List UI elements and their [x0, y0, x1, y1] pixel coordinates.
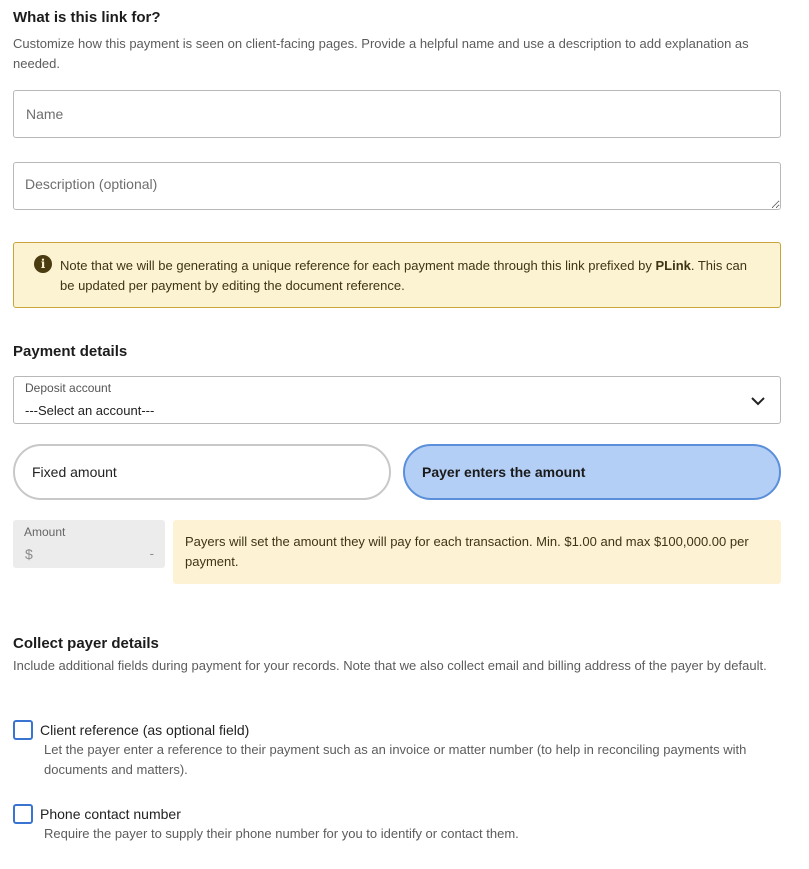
link-section-description: Customize how this payment is seen on client-facing pages. Provide a helpful name and use a description to add explanation as needed. — [13, 36, 749, 71]
currency-symbol: $ — [25, 546, 33, 562]
deposit-account-select[interactable] — [13, 376, 781, 424]
amount-label: Amount — [24, 525, 66, 539]
info-icon: i — [34, 255, 52, 273]
notice-text: Note that we will be generating a unique reference for each payment made through this link prefixed by PLink. This can be updated per payment by editing the document reference. — [60, 258, 747, 293]
chevron-down-icon — [750, 393, 766, 409]
payment-details-title: Payment details — [13, 343, 128, 360]
payer-amount-info-text: Payers will set the amount they will pay for each transaction. Min. $1.00 and max $100,000.00 per payment. — [185, 534, 749, 569]
name-input[interactable] — [13, 90, 781, 138]
client-reference-label[interactable]: Client reference (as optional field) — [40, 722, 250, 738]
payer-enters-amount-option[interactable]: Payer enters the amount — [403, 444, 781, 500]
phone-number-label[interactable]: Phone contact number — [40, 806, 181, 822]
reference-notice — [13, 242, 781, 308]
amount-field[interactable] — [13, 520, 165, 568]
link-section-title: What is this link for? — [13, 9, 161, 26]
amount-stepper: - — [149, 546, 154, 561]
collect-details-title: Collect payer details — [13, 635, 159, 652]
client-reference-checkbox[interactable] — [13, 720, 33, 740]
fixed-amount-option[interactable]: Fixed amount — [13, 444, 391, 500]
client-reference-description: Let the payer enter a reference to their payment such as an invoice or matter number (to help in reconciling payments with documents and matters). — [44, 742, 747, 777]
phone-number-checkbox[interactable] — [13, 804, 33, 824]
deposit-account-value: ---Select an account--- — [25, 403, 155, 418]
phone-number-description: Require the payer to supply their phone number for you to identify or contact them. — [44, 826, 519, 841]
description-textarea[interactable] — [13, 162, 781, 210]
deposit-account-label: Deposit account — [25, 381, 112, 395]
collect-details-description: Include additional fields during payment for your records. Note that we also collect email and billing address of the payer by default. — [13, 658, 767, 673]
notice-prefix: PLink — [655, 258, 691, 273]
payer-amount-info — [173, 520, 781, 584]
